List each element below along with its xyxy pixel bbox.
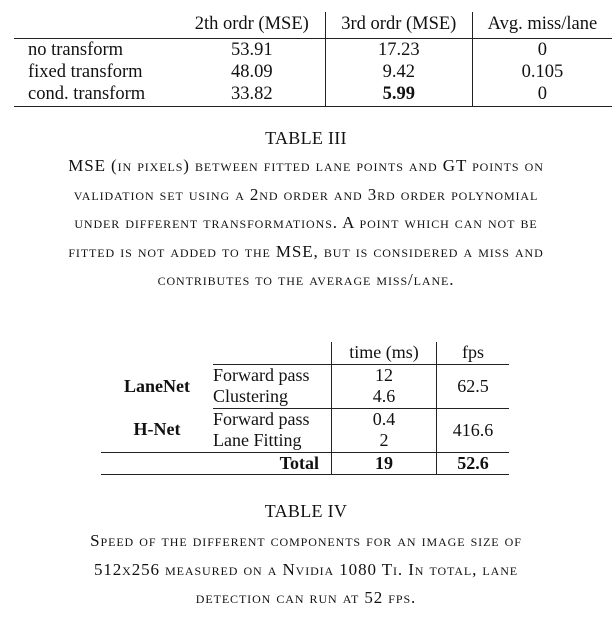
fps-header: fps — [437, 342, 510, 364]
empty-header — [101, 342, 213, 364]
group-label: LaneNet — [124, 375, 190, 396]
table-cell: 17.23 — [325, 39, 472, 63]
total-fps: 52.6 — [437, 452, 510, 475]
table-cell: 33.82 — [179, 84, 326, 107]
time-header: time (ms) — [332, 342, 437, 364]
caption-line: MSE (in pixels) between fitted lane points and GT points on — [68, 156, 544, 175]
caption-line: Speed of the different components for an image size of — [90, 531, 522, 550]
total-label: Total — [101, 452, 332, 475]
table-cell: 53.91 — [179, 39, 326, 63]
stage-label: Clustering — [213, 386, 332, 408]
table-cell: 0 — [537, 40, 548, 61]
caption-line: 512x256 measured on a Nvidia 1080 Ti. In total, lane — [93, 559, 519, 579]
table-row — [101, 408, 509, 430]
group-label: H-Net — [133, 419, 181, 440]
time-cell: 4.6 — [332, 386, 437, 408]
row-label: cond. transform — [14, 84, 179, 107]
fps-cell: 62.5 — [437, 364, 510, 408]
total-row — [101, 452, 509, 475]
table-row — [14, 39, 612, 63]
stage-label: Lane Fitting — [213, 430, 332, 452]
table-iv-caption — [30, 527, 582, 613]
time-cell: 0.4 — [332, 408, 437, 430]
table-header-cell — [14, 12, 179, 39]
stage-label: Forward pass — [213, 364, 332, 386]
row-label: fixed transform — [28, 62, 143, 83]
caption-line: fitted is not added to the MSE, but is considered a miss and — [68, 241, 544, 261]
table-iv-label: TABLE IV — [264, 501, 348, 521]
table-header-cell: Avg. miss/lane — [472, 12, 612, 39]
table-iii — [14, 12, 612, 107]
table-iii-caption — [10, 152, 602, 295]
table-header-cell: 3rd ordr (MSE) — [325, 12, 472, 39]
caption-line: contributes to the average miss/lane. — [157, 270, 455, 289]
total-time: 19 — [332, 452, 437, 475]
table-cell: 0 — [472, 84, 612, 107]
table-row — [14, 84, 612, 107]
empty-header — [213, 342, 332, 364]
stage-label: Forward pass — [213, 408, 332, 430]
table-row — [101, 364, 509, 386]
time-cell: 2 — [332, 430, 437, 452]
row-label: no transform — [28, 40, 124, 61]
caption-line: validation set using a 2nd order and 3rd order polynomial — [73, 184, 539, 204]
table-iv — [101, 342, 509, 475]
table-iii-label: TABLE III — [265, 128, 347, 148]
table-cell: 9.42 — [325, 62, 472, 84]
time-cell: 12 — [332, 364, 437, 386]
table-header-cell: 2th ordr (MSE) — [179, 12, 326, 39]
table-cell: 48.09 — [179, 62, 326, 84]
table-cell: 0.105 — [521, 62, 564, 83]
fps-cell: 416.6 — [452, 419, 494, 440]
table-cell-best: 5.99 — [325, 84, 472, 107]
table-row — [14, 62, 612, 84]
caption-line: under different transformations. A point which can not be — [74, 213, 538, 232]
caption-line: detection can run at 52 fps. — [195, 588, 417, 607]
